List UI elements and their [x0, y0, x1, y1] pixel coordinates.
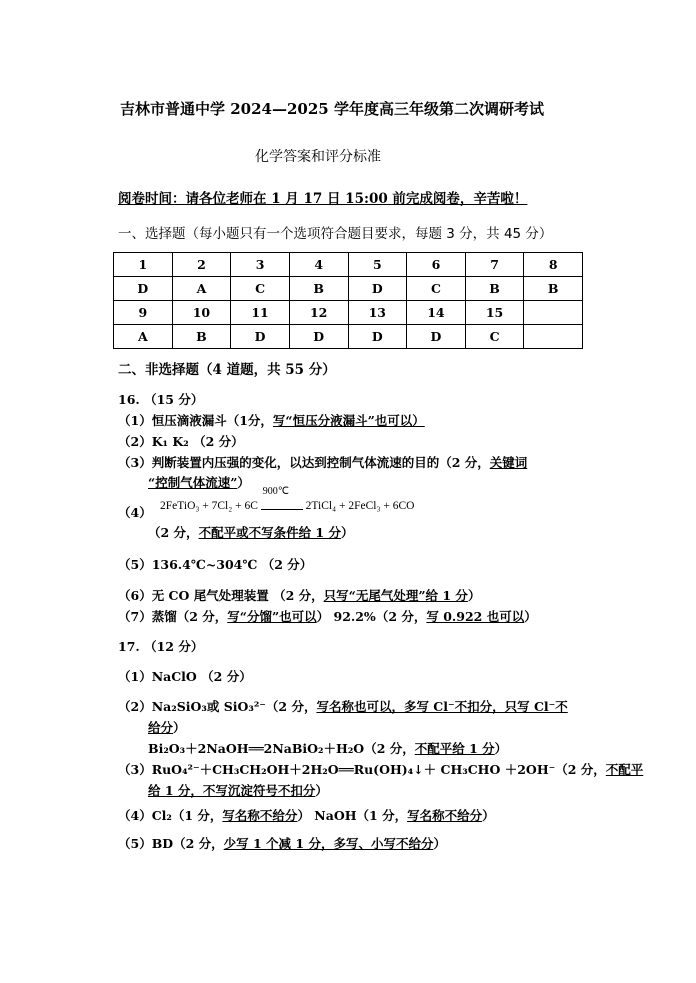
- q17-answer-2: [118, 697, 568, 715]
- scoring-note: 不配平或不写条件给 1 分: [198, 525, 341, 540]
- q16-answer-3-cont: [148, 473, 250, 491]
- scoring-note: 关键词: [489, 455, 528, 470]
- table-cell: 10: [172, 301, 231, 325]
- answer-text: ）: [340, 525, 354, 540]
- answer-text: ）: [494, 741, 508, 756]
- q16-title: 16. （15 分）: [118, 392, 204, 407]
- answer-text: ）: [173, 720, 186, 735]
- answer-text: （3）RuO₄²⁻＋CH₃CH₂OH＋2H₂O══Ru(OH)₄↓＋ CH₃CHO ＋2OH⁻（2 分，: [118, 762, 606, 777]
- q17-answer-5: [118, 834, 446, 852]
- scoring-note: 给分: [148, 720, 174, 735]
- scoring-note: 给 1 分，不写沉淀符号不扣分: [148, 783, 316, 798]
- q16-answer-1: [118, 411, 425, 429]
- table-row: [114, 253, 583, 277]
- table-cell: 2: [172, 253, 231, 277]
- q17-title: 17. （12 分）: [118, 639, 204, 654]
- table-cell: 8: [524, 253, 583, 277]
- table-cell: 14: [407, 301, 466, 325]
- table-cell: 15: [465, 301, 524, 325]
- answer-text: （2）Na₂SiO₃或 SiO₃²⁻（2 分，: [118, 699, 317, 714]
- grading-notice: 阅卷时间：请各位老师在 1 月 17 日 15:00 前完成阅卷，辛苦啦！: [118, 191, 528, 207]
- answer-text: （4）Cl₂（1 分，: [118, 808, 223, 823]
- scoring-note: 不配平: [605, 762, 644, 777]
- answer-text: （1）恒压滴液漏斗（1分，: [118, 413, 273, 428]
- table-cell: 7: [465, 253, 524, 277]
- table-cell: D: [231, 325, 290, 349]
- table-cell: C: [231, 277, 290, 301]
- answer-text: Bi₂O₃＋2NaOH══2NaBiO₂＋H₂O（2 分，: [148, 741, 415, 756]
- answer-text: ）: [524, 609, 537, 624]
- answer-text: （3）判断装置内压强的变化，以达到控制气体流速的目的（2 分，: [118, 455, 490, 470]
- answer-text: （6）无 CO 尾气处理装置 （2 分，: [118, 588, 324, 603]
- table-cell: B: [172, 325, 231, 349]
- answer-text: （7）蒸馏（2 分，: [118, 609, 228, 624]
- scoring-note: “控制气体流速”: [148, 475, 238, 490]
- q16-answer-7: [118, 607, 537, 625]
- scoring-note: 不配平给 1 分: [414, 741, 495, 756]
- q16-answer-4-label: （4）: [118, 505, 152, 520]
- scoring-note: 写“恒压分液漏斗”也可以）: [272, 413, 425, 428]
- table-cell: B: [465, 277, 524, 301]
- table-cell: [524, 325, 583, 349]
- section1-heading: 一、选择题（每小题只有一个选项符合题目要求，每题 3 分，共 45 分）: [118, 226, 553, 242]
- answer-text: ） 92.2%（2 分，: [316, 609, 427, 624]
- page-subtitle: 化学答案和评分标准: [255, 149, 381, 165]
- q16-answer-4-note: [148, 523, 353, 541]
- exam-title: 吉林市普通中学 2024—2025 学年度高三年级第二次调研考试: [120, 100, 544, 118]
- q17-answer-3-cont: [148, 781, 328, 799]
- table-cell: 1: [114, 253, 173, 277]
- table-cell: 6: [407, 253, 466, 277]
- section2-heading: 二、非选择题（4 道题，共 55 分）: [118, 362, 336, 378]
- q16-answer-3: [118, 453, 527, 471]
- table-cell: D: [289, 325, 348, 349]
- table-row: [114, 325, 583, 349]
- table-cell: A: [172, 277, 231, 301]
- scoring-note: 写 0.922 也可以: [426, 609, 525, 624]
- answer-text: ）: [237, 475, 250, 490]
- scoring-note: 写名称也可以，多写 Cl⁻不扣分，只写 Cl⁻不: [316, 699, 568, 714]
- scoring-note: 写名称不给分: [407, 808, 483, 823]
- table-cell: 5: [348, 253, 407, 277]
- table-cell: 13: [348, 301, 407, 325]
- equation-arrow: [261, 486, 303, 510]
- table-cell: B: [524, 277, 583, 301]
- scoring-note: 写“分馏”也可以: [227, 609, 317, 624]
- reaction-condition: 900℃: [262, 486, 290, 497]
- table-cell: 3: [231, 253, 290, 277]
- table-cell: 9: [114, 301, 173, 325]
- q17-answer-4: [118, 806, 495, 824]
- q17-equation: [148, 739, 507, 757]
- scoring-note: 只写“无尾气处理”给 1 分: [323, 588, 468, 603]
- table-cell: A: [114, 325, 173, 349]
- q16-answer-6: [118, 586, 480, 604]
- scoring-note: 少写 1 个减 1 分，多写、小写不给分: [223, 836, 434, 851]
- answer-text: ）: [315, 783, 328, 798]
- answer-text: ）: [433, 836, 446, 851]
- equation-reactants: 2FeTiO₃ + 7Cl₂ + 6C: [160, 500, 258, 512]
- scoring-note: 写名称不给分: [222, 808, 298, 823]
- table-cell: [524, 301, 583, 325]
- q16-equation: [160, 486, 415, 513]
- answer-text: （2 分，: [148, 525, 199, 540]
- table-row: [114, 301, 583, 325]
- answer-text: ） NaOH（1 分，: [297, 808, 408, 823]
- table-cell: 11: [231, 301, 290, 325]
- table-cell: D: [348, 277, 407, 301]
- table-cell: C: [407, 277, 466, 301]
- answer-text: （5）BD（2 分，: [118, 836, 224, 851]
- table-cell: 4: [289, 253, 348, 277]
- table-cell: D: [348, 325, 407, 349]
- table-cell: D: [114, 277, 173, 301]
- answer-text: ）: [467, 588, 481, 603]
- table-cell: C: [465, 325, 524, 349]
- q17-answer-3: [118, 760, 643, 778]
- table-row: [114, 277, 583, 301]
- q17-answer-2-cont: [148, 718, 186, 736]
- q16-answer-5: （5）136.4℃~304℃ （2 分）: [118, 557, 313, 572]
- table-cell: B: [289, 277, 348, 301]
- q17-answer-1: （1）NaClO （2 分）: [118, 669, 252, 684]
- equation-products: 2TiCl₄ + 2FeCl₃ + 6CO: [305, 500, 415, 512]
- answer-table: [113, 252, 583, 349]
- answer-text: ）: [482, 808, 495, 823]
- table-cell: 12: [289, 301, 348, 325]
- q16-answer-2: （2）K₁ K₂ （2 分）: [118, 434, 244, 449]
- table-cell: D: [407, 325, 466, 349]
